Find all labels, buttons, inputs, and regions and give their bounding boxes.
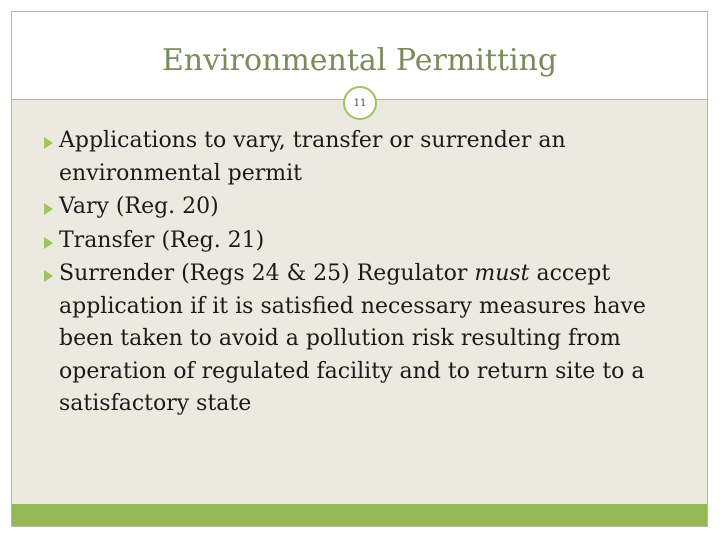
bullet-text: Transfer (Reg. 21)	[59, 227, 265, 253]
bullet-text: Applications to vary, transfer or surrender an environmental permit	[59, 128, 566, 186]
bullet-item	[44, 258, 699, 421]
bullet-list	[44, 125, 699, 422]
bullet-text-emphasis: must	[474, 261, 530, 286]
bullet-item	[44, 125, 699, 190]
slide-title: Environmental Permitting	[161, 43, 558, 78]
slide	[11, 11, 708, 527]
bullet-text: Vary (Reg. 20)	[59, 194, 219, 219]
bullet-text-after: accept application if it is satisfied necessary measures have been taken to avoid a pollution risk resulting from operation of regulated facility and to return site to a satisfactory state	[59, 261, 646, 416]
triangle-bullet-icon	[44, 237, 53, 249]
footer-bar	[12, 504, 707, 526]
bullet-item	[44, 191, 699, 224]
slide-number: 11	[343, 86, 377, 120]
triangle-bullet-icon	[44, 137, 53, 149]
bullet-text-before: Surrender (Regs 24 & 25) Regulator	[59, 261, 475, 286]
bullet-item	[44, 225, 699, 258]
triangle-bullet-icon	[44, 203, 53, 215]
triangle-bullet-icon	[44, 270, 53, 282]
